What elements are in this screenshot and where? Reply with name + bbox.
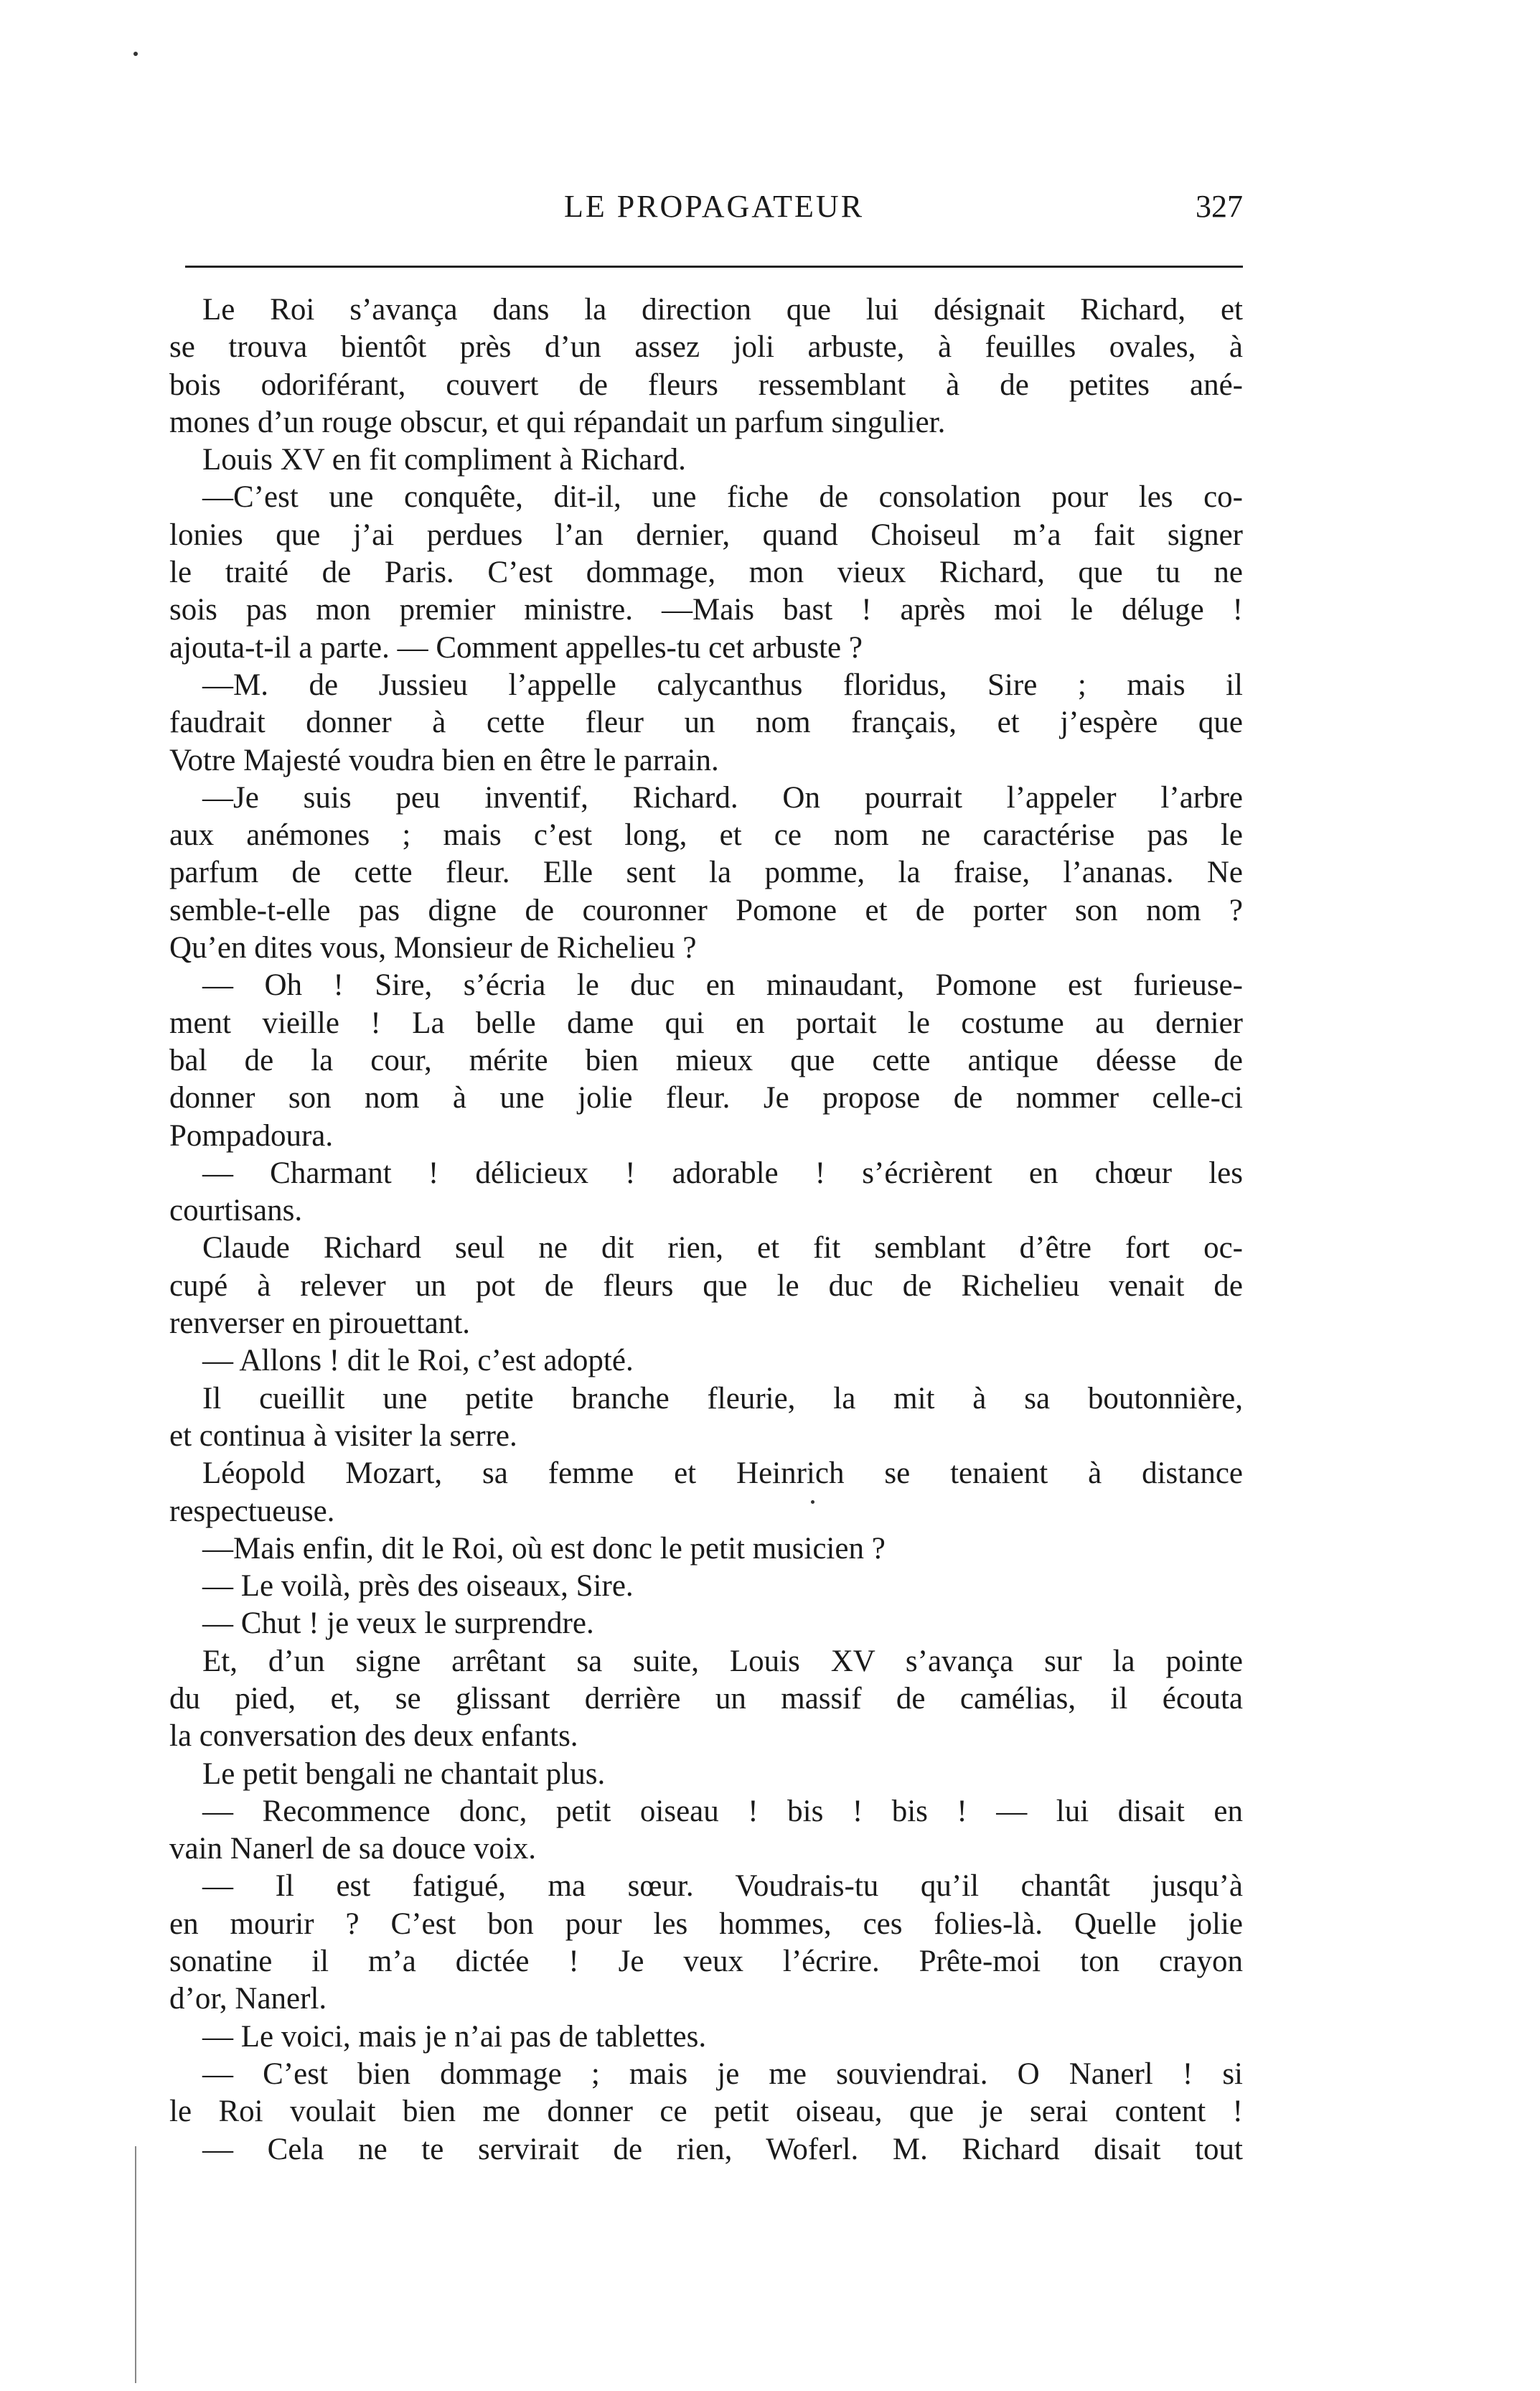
text-line: —M. de Jussieu l’appelle calycanthus floridus, Sire ; mais il [202,668,1243,702]
text-line: courtisans. [169,1194,303,1228]
text-line: —Mais enfin, dit le Roi, où est donc le petit musicien ? [202,1531,886,1566]
text-line: la conversation des deux enfants. [169,1719,578,1754]
text-line: — Le voilà, près des oiseaux, Sire. [202,1569,634,1604]
text-line: ment vieille ! La belle dame qui en portait le costume au dernier [169,1006,1243,1040]
text-line: vain Nanerl de sa douce voix. [169,1832,537,1866]
text-line: renverser en pirouettant. [169,1306,471,1341]
page-number: 327 [1196,189,1243,224]
text-line: donner son nom à une jolie fleur. Je propose de nommer celle-ci [169,1081,1243,1115]
text-line: — Charmant ! délicieux ! adorable ! s’écrièrent en chœur les [202,1156,1243,1190]
text-line: Il cueillit une petite branche fleurie, la mit à sa boutonnière, [202,1381,1243,1416]
text-line: sonatine il m’a dictée ! Je veux l’écrire. Prête-moi ton crayon [169,1945,1243,1979]
body-text [169,291,1243,2168]
text-line: —C’est une conquête, dit-il, une fiche de consolation pour les co- [202,480,1243,515]
text-line: Pompadoura. [169,1118,334,1153]
text-line: bois odoriférant, couvert de fleurs ressemblant à de petites ané- [169,368,1243,402]
text-line: aux anémones ; mais c’est long, et ce nom ne caractérise pas le [169,818,1243,853]
text-line: se trouva bientôt près d’un assez joli arbuste, à feuilles ovales, à [169,330,1243,365]
page-header [185,188,1243,238]
running-title: LE PROPAGATEUR [563,189,865,224]
text-line: le traité de Paris. C’est dommage, mon vieux Richard, que tu ne [169,556,1243,590]
text-line: Votre Majesté voudra bien en être le parrain. [169,743,719,777]
text-line: en mourir ? C’est bon pour les hommes, ces folies-là. Quelle jolie [169,1906,1243,1941]
text-line: Le petit bengali ne chantait plus. [202,1756,606,1791]
text-line: —Je suis peu inventif, Richard. On pourrait l’appeler l’arbre [202,780,1243,815]
text-line: cupé à relever un pot de fleurs que le duc de Richelieu venait de [169,1268,1243,1303]
text-line: — Le voici, mais je n’ai pas de tablettes. [202,2019,707,2054]
text-line: et continua à visiter la serre. [169,1418,517,1453]
text-line: parfum de cette fleur. Elle sent la pomme, la fraise, l’ananas. Ne [169,856,1243,890]
text-line: — Cela ne te servirait de rien, Woferl. M. Richard disait tout [202,2132,1243,2166]
text-line: Le Roi s’avança dans la direction que lui désignait Richard, et [202,293,1243,327]
text-line: le Roi voulait bien me donner ce petit oiseau, que je serai content ! [169,2095,1243,2129]
text-line: sois pas mon premier ministre. —Mais bast ! après moi le déluge ! [169,593,1243,627]
text-line: bal de la cour, mérite bien mieux que cette antique déesse de [169,1043,1243,1077]
text-line: Qu’en dites vous, Monsieur de Richelieu ? [169,931,697,965]
text-line: Et, d’un signe arrêtant sa suite, Louis XV s’avança sur la pointe [202,1644,1243,1678]
text-line: semble-t-elle pas digne de couronner Pomone et de porter son nom ? [169,893,1243,927]
text-line: d’or, Nanerl. [169,1982,327,2016]
text-line: — Allons ! dit le Roi, c’est adopté. [202,1344,634,1378]
text-line: — C’est bien dommage ; mais je me souviendrai. O Nanerl ! si [202,2057,1243,2091]
text-line: Louis XV en fit compliment à Richard. [202,443,686,477]
text-line: — Recommence donc, petit oiseau ! bis ! bis ! — lui disait en [202,1794,1243,1828]
text-line: lonies que j’ai perdues l’an dernier, quand Choiseul m’a fait signer [169,518,1243,552]
text-line: Léopold Mozart, sa femme et Heinrich se tenaient à distance [202,1456,1243,1491]
text-line: — Chut ! je veux le surprendre. [202,1606,594,1641]
text-line: — Oh ! Sire, s’écria le duc en minaudant, Pomone est furieuse- [202,968,1243,1003]
text-line: Claude Richard seul ne dit rien, et fit semblant d’être fort oc- [202,1231,1243,1265]
header-rule [185,266,1243,268]
margin-scan-mark [135,2146,136,2383]
text-line: faudrait donner à cette fleur un nom français, et j’espère que [169,706,1243,740]
text-line: — Il est fatigué, ma sœur. Voudrais-tu qu’il chantât jusqu’à [202,1869,1243,1904]
text-line: respectueuse. [169,1494,335,1528]
text-line: du pied, et, se glissant derrière un massif de camélias, il écouta [169,1681,1243,1716]
text-line: mones d’un rouge obscur, et qui répandait un parfum singulier. [169,405,946,439]
text-line: ajouta-t-il a parte. — Comment appelles-tu cet arbuste ? [169,630,863,665]
